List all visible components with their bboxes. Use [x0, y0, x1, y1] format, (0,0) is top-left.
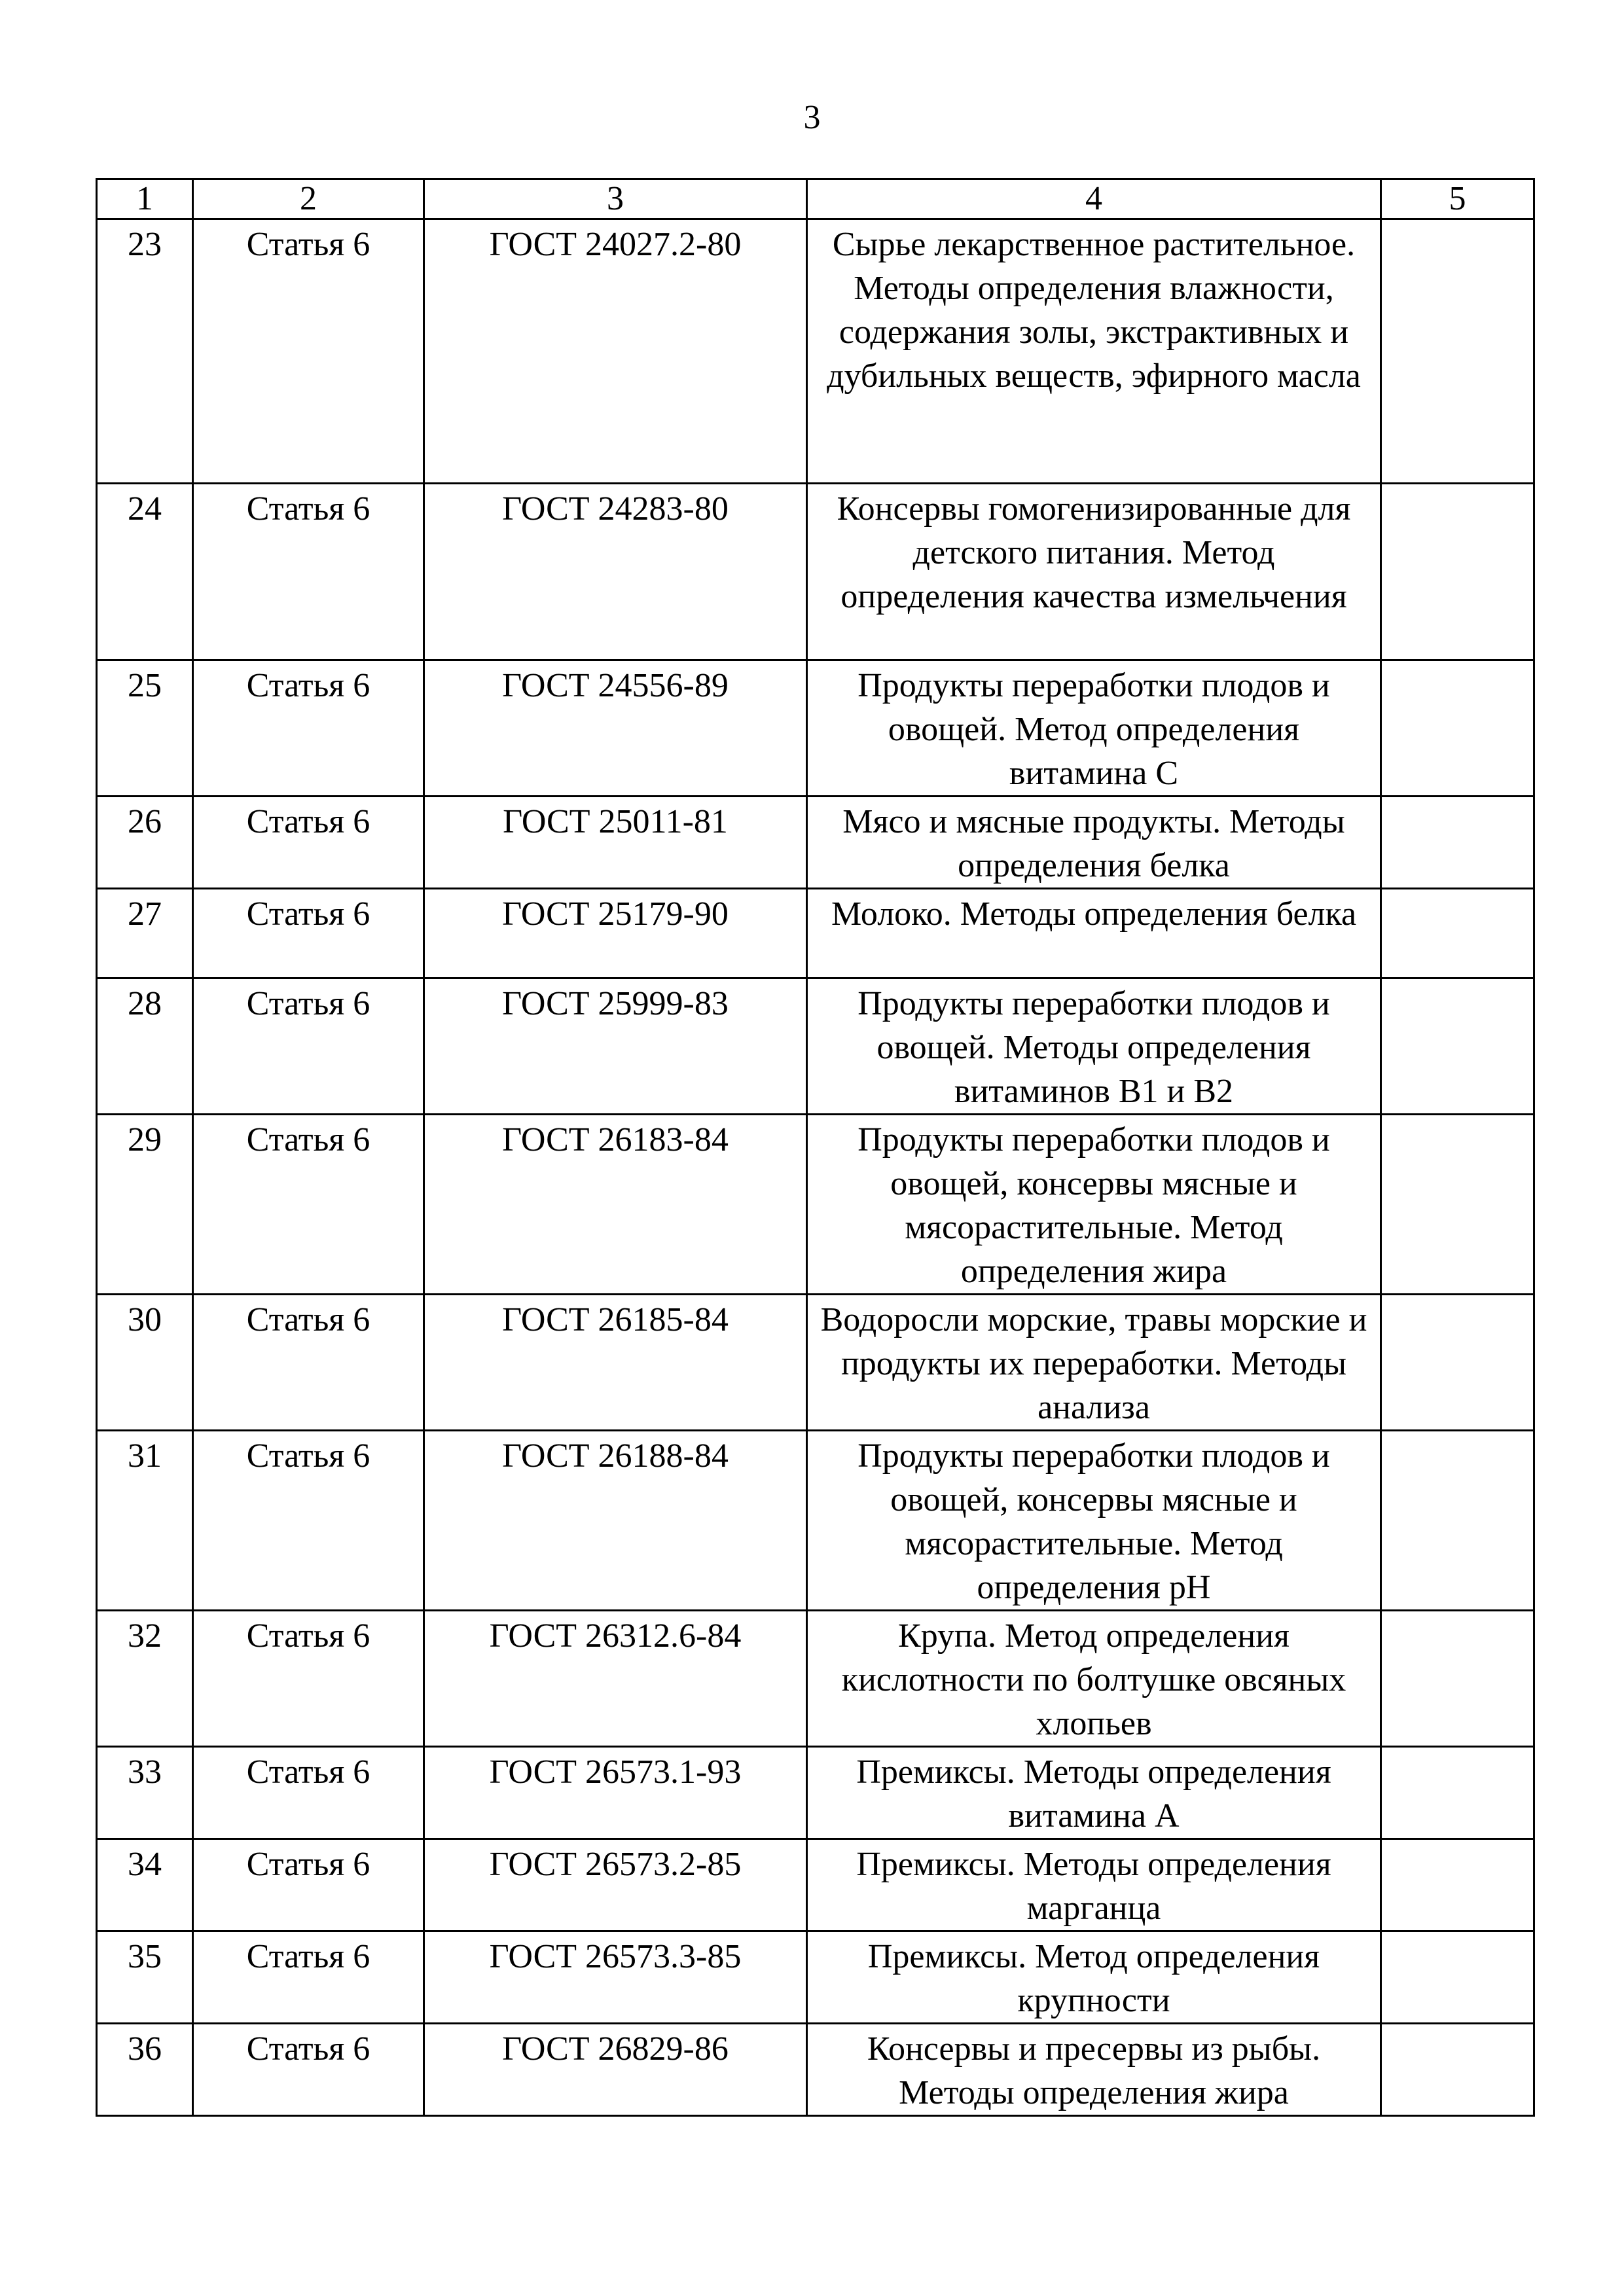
note-cell [1381, 1839, 1534, 1931]
standard-code-cell: ГОСТ 24556-89 [424, 660, 807, 797]
column-header-2: 2 [193, 179, 424, 219]
page-number: 3 [803, 99, 821, 136]
row-number-cell: 29 [97, 1115, 193, 1295]
row-number-cell: 35 [97, 1931, 193, 2024]
note-cell [1381, 484, 1534, 660]
standard-code-cell: ГОСТ 26188-84 [424, 1431, 807, 1611]
row-number-cell: 33 [97, 1747, 193, 1839]
standard-code-cell: ГОСТ 26573.1-93 [424, 1747, 807, 1839]
note-cell [1381, 1931, 1534, 2024]
note-cell [1381, 1295, 1534, 1431]
article-cell: Статья 6 [193, 660, 424, 797]
row-number-cell: 28 [97, 978, 193, 1115]
standard-code-cell: ГОСТ 26573.2-85 [424, 1839, 807, 1931]
row-number-cell: 25 [97, 660, 193, 797]
standard-code-cell: ГОСТ 26573.3-85 [424, 1931, 807, 2024]
table-row [97, 2024, 1534, 2116]
standard-title-cell: Продукты переработки плодов и овощей. Методы определения витаминов В1 и В2 [807, 978, 1381, 1115]
row-number-cell: 31 [97, 1431, 193, 1611]
standard-code-cell: ГОСТ 25179-90 [424, 889, 807, 978]
article-cell: Статья 6 [193, 484, 424, 660]
row-number-cell: 36 [97, 2024, 193, 2116]
column-header-4: 4 [807, 179, 1381, 219]
standard-title-cell: Премиксы. Метод определения крупности [807, 1931, 1381, 2024]
article-cell: Статья 6 [193, 219, 424, 484]
table-row [97, 1115, 1534, 1295]
row-number-cell: 24 [97, 484, 193, 660]
table-row [97, 889, 1534, 978]
table-row [97, 1431, 1534, 1611]
note-cell [1381, 889, 1534, 978]
column-header-3: 3 [424, 179, 807, 219]
table-header-row [97, 179, 1534, 219]
standard-title-cell: Премиксы. Методы определения марганца [807, 1839, 1381, 1931]
table-row [97, 1747, 1534, 1839]
note-cell [1381, 1747, 1534, 1839]
note-cell [1381, 1115, 1534, 1295]
row-number-cell: 26 [97, 797, 193, 889]
note-cell [1381, 1611, 1534, 1747]
table-row [97, 797, 1534, 889]
article-cell: Статья 6 [193, 1295, 424, 1431]
standard-code-cell: ГОСТ 26185-84 [424, 1295, 807, 1431]
table-row [97, 1295, 1534, 1431]
standard-title-cell: Сырье лекарственное растительное. Методы определения влажности, содержания золы, экстрактивных и дубильных веществ, эфирного масла [807, 219, 1381, 484]
row-number-cell: 27 [97, 889, 193, 978]
table-row [97, 978, 1534, 1115]
row-number-cell: 30 [97, 1295, 193, 1431]
article-cell: Статья 6 [193, 1747, 424, 1839]
article-cell: Статья 6 [193, 1431, 424, 1611]
note-cell [1381, 660, 1534, 797]
standard-code-cell: ГОСТ 26183-84 [424, 1115, 807, 1295]
standard-title-cell: Консервы гомогенизированные для детского питания. Метод определения качества измельчения [807, 484, 1381, 660]
note-cell [1381, 978, 1534, 1115]
article-cell: Статья 6 [193, 1839, 424, 1931]
standards-table [96, 178, 1535, 2117]
standard-title-cell: Молоко. Методы определения белка [807, 889, 1381, 978]
standard-code-cell: ГОСТ 24283-80 [424, 484, 807, 660]
article-cell: Статья 6 [193, 797, 424, 889]
note-cell [1381, 219, 1534, 484]
table-row [97, 1839, 1534, 1931]
standard-title-cell: Крупа. Метод определения кислотности по болтушке овсяных хлопьев [807, 1611, 1381, 1747]
row-number-cell: 34 [97, 1839, 193, 1931]
article-cell: Статья 6 [193, 1611, 424, 1747]
note-cell [1381, 1431, 1534, 1611]
article-cell: Статья 6 [193, 1931, 424, 2024]
standard-title-cell: Продукты переработки плодов и овощей, консервы мясные и мясорастительные. Метод определения жира [807, 1115, 1381, 1295]
standard-title-cell: Водоросли морские, травы морские и продукты их переработки. Методы анализа [807, 1295, 1381, 1431]
table-row [97, 219, 1534, 484]
standard-code-cell: ГОСТ 25999-83 [424, 978, 807, 1115]
note-cell [1381, 797, 1534, 889]
standard-code-cell: ГОСТ 26312.6-84 [424, 1611, 807, 1747]
standard-title-cell: Мясо и мясные продукты. Методы определения белка [807, 797, 1381, 889]
standard-title-cell: Продукты переработки плодов и овощей, консервы мясные и мясорастительные. Метод определения pH [807, 1431, 1381, 1611]
standard-title-cell: Продукты переработки плодов и овощей. Метод определения витамина С [807, 660, 1381, 797]
article-cell: Статья 6 [193, 889, 424, 978]
column-header-1: 1 [97, 179, 193, 219]
table-row [97, 660, 1534, 797]
standard-code-cell: ГОСТ 24027.2-80 [424, 219, 807, 484]
standard-title-cell: Консервы и пресервы из рыбы. Методы определения жира [807, 2024, 1381, 2116]
article-cell: Статья 6 [193, 978, 424, 1115]
table-row [97, 484, 1534, 660]
row-number-cell: 32 [97, 1611, 193, 1747]
standard-code-cell: ГОСТ 25011-81 [424, 797, 807, 889]
table-row [97, 1931, 1534, 2024]
note-cell [1381, 2024, 1534, 2116]
column-header-5: 5 [1381, 179, 1534, 219]
article-cell: Статья 6 [193, 1115, 424, 1295]
row-number-cell: 23 [97, 219, 193, 484]
article-cell: Статья 6 [193, 2024, 424, 2116]
standard-title-cell: Премиксы. Методы определения витамина А [807, 1747, 1381, 1839]
table-row [97, 1611, 1534, 1747]
standard-code-cell: ГОСТ 26829-86 [424, 2024, 807, 2116]
